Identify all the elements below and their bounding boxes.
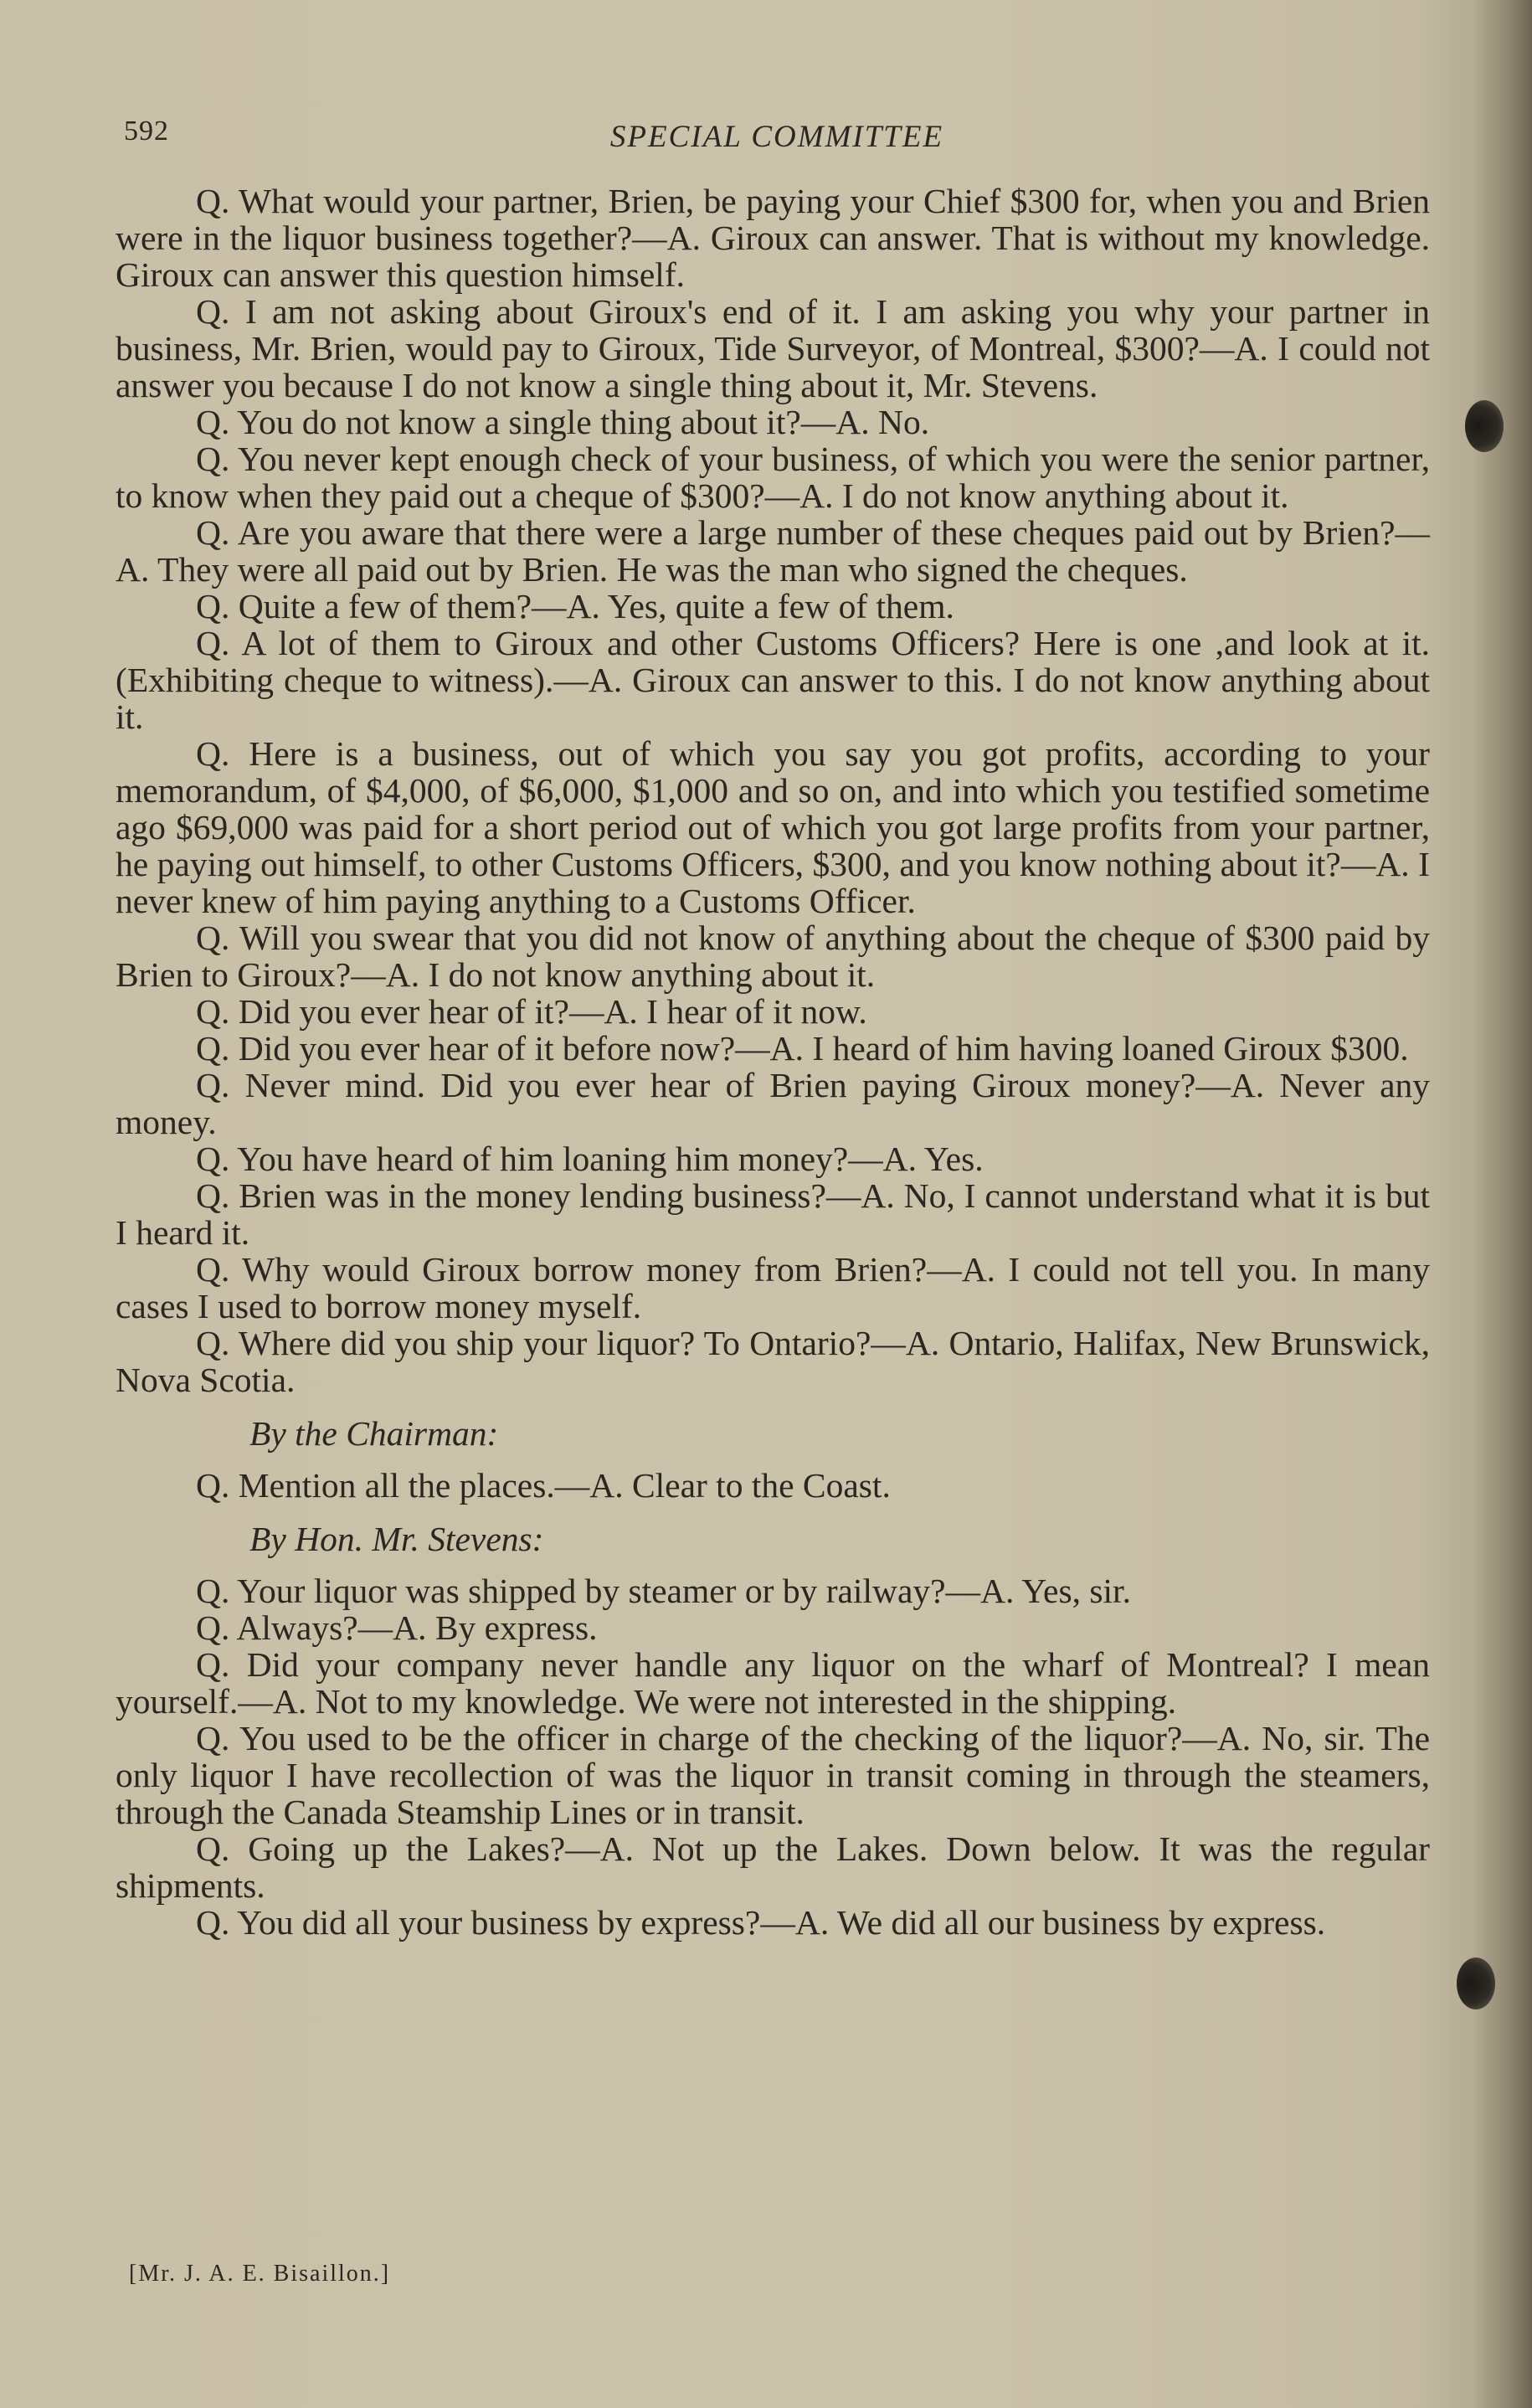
paragraph: Q. You have heard of him loaning him money?—A. Yes. [196,1140,984,1178]
page-number: 592 [124,116,169,147]
paragraph: Q. Did your company never handle any liquor on the wharf of Montreal? I mean yourself.—A. Not to my knowledge. We were not interested in the shipping. [116,1645,1430,1721]
paragraph: Q. Mention all the places.—A. Clear to the Coast. [196,1466,891,1505]
paragraph: Q. Always?—A. By express. [196,1608,598,1647]
transcript-body [116,183,1430,1941]
running-head-title: SPECIAL COMMITTEE [609,120,944,154]
paragraph: Q. Here is a business, out of which you say you got profits, according to your memorandum, of $4,000, of $6,000, $1,000 and so on, and into which you testified sometime ago $69,000 was paid for a short period out of which you got large profits from your partner, he paying out himself, to other Customs Officers, $300, and you know nothing about it?—A. I never knew of him paying anything to a Customs Officer. [116,734,1430,920]
paragraph: Q. What would your partner, Brien, be paying your Chief $300 for, when you and Brien were in the liquor business together?—A. Giroux can answer. That is without my knowledge. Giroux can answer this question himself. [116,182,1430,294]
paragraph: Q. Did you ever hear of it?—A. I hear of it now. [196,992,867,1031]
paragraph: Q. Your liquor was shipped by steamer or by railway?—A. Yes, sir. [196,1572,1131,1610]
paragraph: Q. Did you ever hear of it before now?—A. I heard of him having loaned Giroux $300. [196,1029,1409,1068]
paragraph: Q. I am not asking about Giroux's end of it. I am asking you why your partner in business, Mr. Brien, would pay to Giroux, Tide Surveyor, of Montreal, $300?—A. I could not answer you because I do not know a single thing about it, Mr. Stevens. [116,292,1430,404]
binding-hole-mark [1465,400,1504,452]
paragraph: Q. Are you aware that there were a large number of these cheques paid out by Brien?—A. They were all paid out by Brien. He was the man who signed the cheques. [116,513,1430,589]
paragraph: Q. Brien was in the money lending business?—A. No, I cannot understand what it is but I heard it. [116,1176,1430,1252]
witness-footer: [Mr. J. A. E. Bisaillon.] [129,2261,391,2287]
paragraph: Q. Where did you ship your liquor? To Ontario?—A. Ontario, Halifax, New Brunswick, Nova Scotia. [116,1324,1430,1399]
paragraph: Q. Never mind. Did you ever hear of Brien paying Giroux money?—A. Never any money. [116,1066,1430,1141]
paragraph: Q. You used to be the officer in charge of the checking of the liquor?—A. No, sir. The only liquor I have recollection of was the liquor in transit coming in through the steamers, through the Canada Steamship Lines or in transit. [116,1719,1430,1831]
book-spine-shadow [1473,0,1532,2408]
paragraph: Q. You never kept enough check of your business, of which you were the senior partner, to know when they paid out a cheque of $300?—A. I do not know anything about it. [116,440,1430,515]
paragraph: Q. You do not know a single thing about it?—A. No. [196,403,930,441]
paragraph: Q. Will you swear that you did not know of anything about the cheque of $300 paid by Brien to Giroux?—A. I do not know anything about it. [116,918,1430,994]
speaker-heading: By Hon. Mr. Stevens: [249,1520,544,1558]
speaker-heading: By the Chairman: [249,1414,499,1453]
paragraph: Q. Going up the Lakes?—A. Not up the Lakes. Down below. It was the regular shipments. [116,1829,1430,1905]
paragraph: Q. You did all your business by express?—A. We did all our business by express. [196,1903,1326,1942]
running-head [124,116,1430,166]
paragraph: Q. A lot of them to Giroux and other Customs Officers? Here is one ,and look at it. (Exhibiting cheque to witness).—A. Giroux can answer to this. I do not know anything about it. [116,624,1430,736]
binding-hole-mark [1457,1958,1495,2009]
paragraph: Q. Quite a few of them?—A. Yes, quite a few of them. [196,587,954,625]
paragraph: Q. Why would Giroux borrow money from Brien?—A. I could not tell you. In many cases I used to borrow money myself. [116,1250,1430,1325]
